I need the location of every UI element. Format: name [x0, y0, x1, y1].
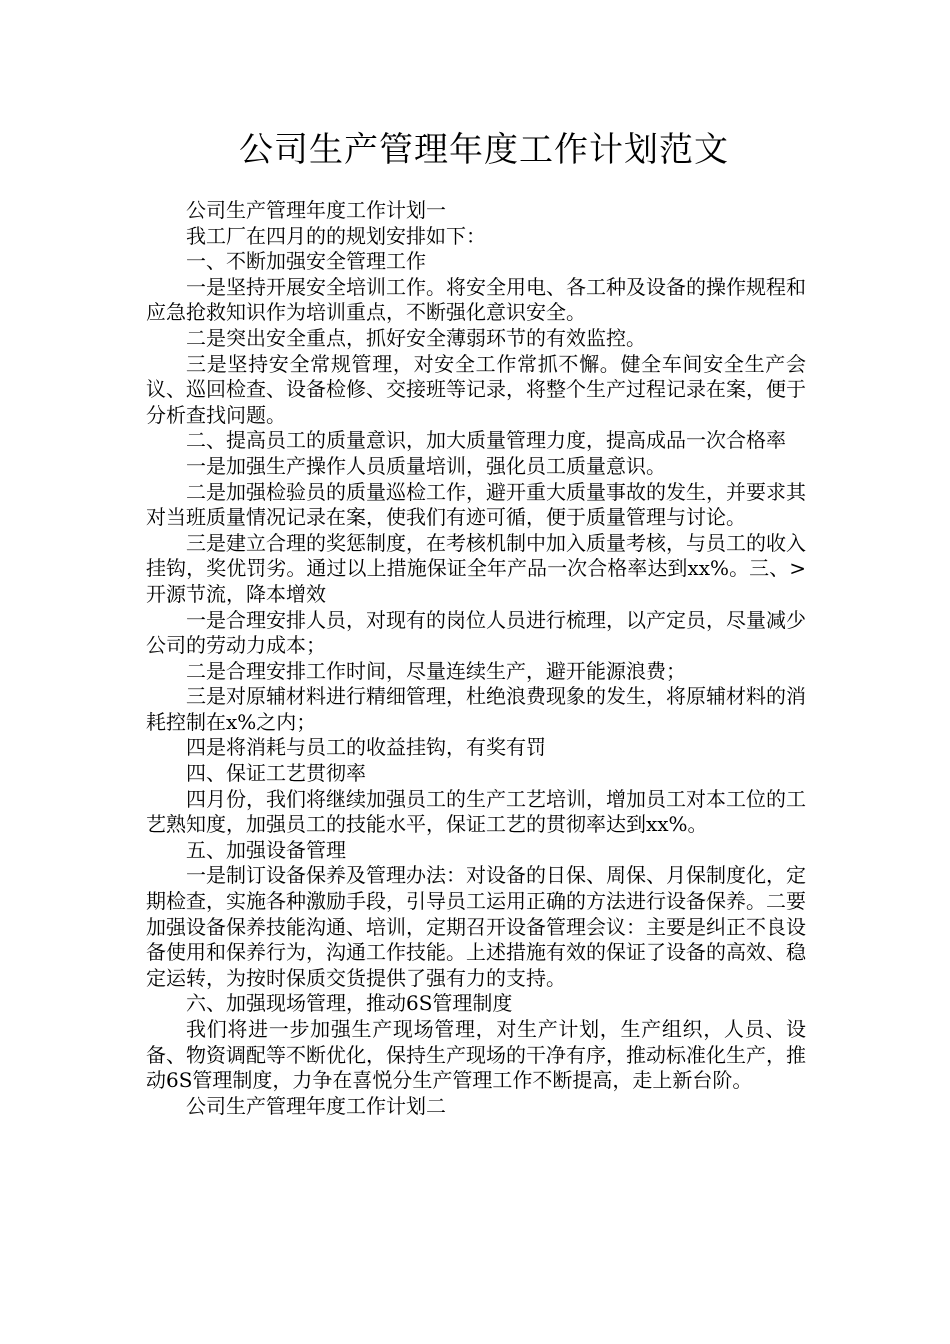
section-heading: 六、加强现场管理，推动6S管理制度 — [186, 991, 513, 1016]
paragraph: 公司生产管理年度工作计划二 — [186, 1093, 446, 1118]
paragraph: 一是坚持开展安全培训工作。将安全用电、各工种及设备的操作规程和应急抢救知识作为培训重点，不断强化意识安全。 — [146, 274, 806, 325]
paragraph: 一是合理安排人员，对现有的岗位人员进行梳理，以产定员，尽量减少公司的劳动力成本； — [146, 607, 806, 658]
paragraph: 二是加强检验员的质量巡检工作，避开重大质量事故的发生，并要求其对当班质量情况记录在案，使我们有迹可循，便于质量管理与讨论。 — [146, 479, 806, 530]
paragraph: 三是坚持安全常规管理，对安全工作常抓不懈。健全车间安全生产会议、巡回检查、设备检修、交接班等记录，将整个生产过程记录在案，便于分析查找问题。 — [146, 351, 806, 427]
paragraph: 二是合理安排工作时间，尽量连续生产，避开能源浪费； — [186, 658, 686, 683]
paragraph: 四月份，我们将继续加强员工的生产工艺培训，增加员工对本工位的工艺熟知度，加强员工的技能水平，保证工艺的贯彻率达到xx%。 — [146, 786, 806, 837]
paragraph: 一是制订设备保养及管理办法：对设备的日保、周保、月保制度化，定期检查，实施各种激励手段，引导员工运用正确的方法进行设备保养。二要加强设备保养技能沟通、培训，定期召开设备管理会议：主要是纠正不良设备使用和保养行为，沟通工作技能。上述措施有效的保证了设备的高效、稳定运转，为按时保质交货提供了强有力的支持。 — [146, 863, 806, 990]
section-heading: 二、提高员工的质量意识，加大质量管理力度，提高成品一次合格率 — [186, 428, 786, 453]
paragraph: 我们将进一步加强生产现场管理，对生产计划，生产组织，人员、设备、物资调配等不断优化，保持生产现场的干净有序，推动标准化生产，推动6S管理制度，力争在喜悦分生产管理工作不断提高，走上新台阶。 — [146, 1017, 806, 1093]
paragraph: 二是突出安全重点，抓好安全薄弱环节的有效监控。 — [186, 325, 646, 350]
paragraph: 三是对原辅材料进行精细管理，杜绝浪费现象的发生，将原辅材料的消耗控制在x%之内； — [146, 684, 806, 734]
section-heading: 五、加强设备管理 — [186, 837, 346, 862]
paragraph: 三是建立合理的奖惩制度，在考核机制中加入质量考核，与员工的收入挂钩，奖优罚劣。通过以上措施保证全年产品一次合格率达到xx%。三、>开源节流，降本增效 — [146, 530, 806, 606]
paragraph: 我工厂在四月的的规划安排如下： — [186, 223, 486, 248]
section-heading: 四、保证工艺贯彻率 — [186, 761, 366, 786]
document-title: 公司生产管理年度工作计划范文 — [239, 130, 729, 170]
paragraph: 四是将消耗与员工的收益挂钩，有奖有罚 — [186, 735, 546, 760]
document-body — [146, 198, 806, 1119]
paragraph: 一是加强生产操作人员质量培训，强化员工质量意识。 — [186, 453, 666, 478]
section-heading: 一、不断加强安全管理工作 — [186, 249, 426, 274]
paragraph: 公司生产管理年度工作计划一 — [186, 198, 446, 222]
document-page — [146, 0, 806, 1119]
